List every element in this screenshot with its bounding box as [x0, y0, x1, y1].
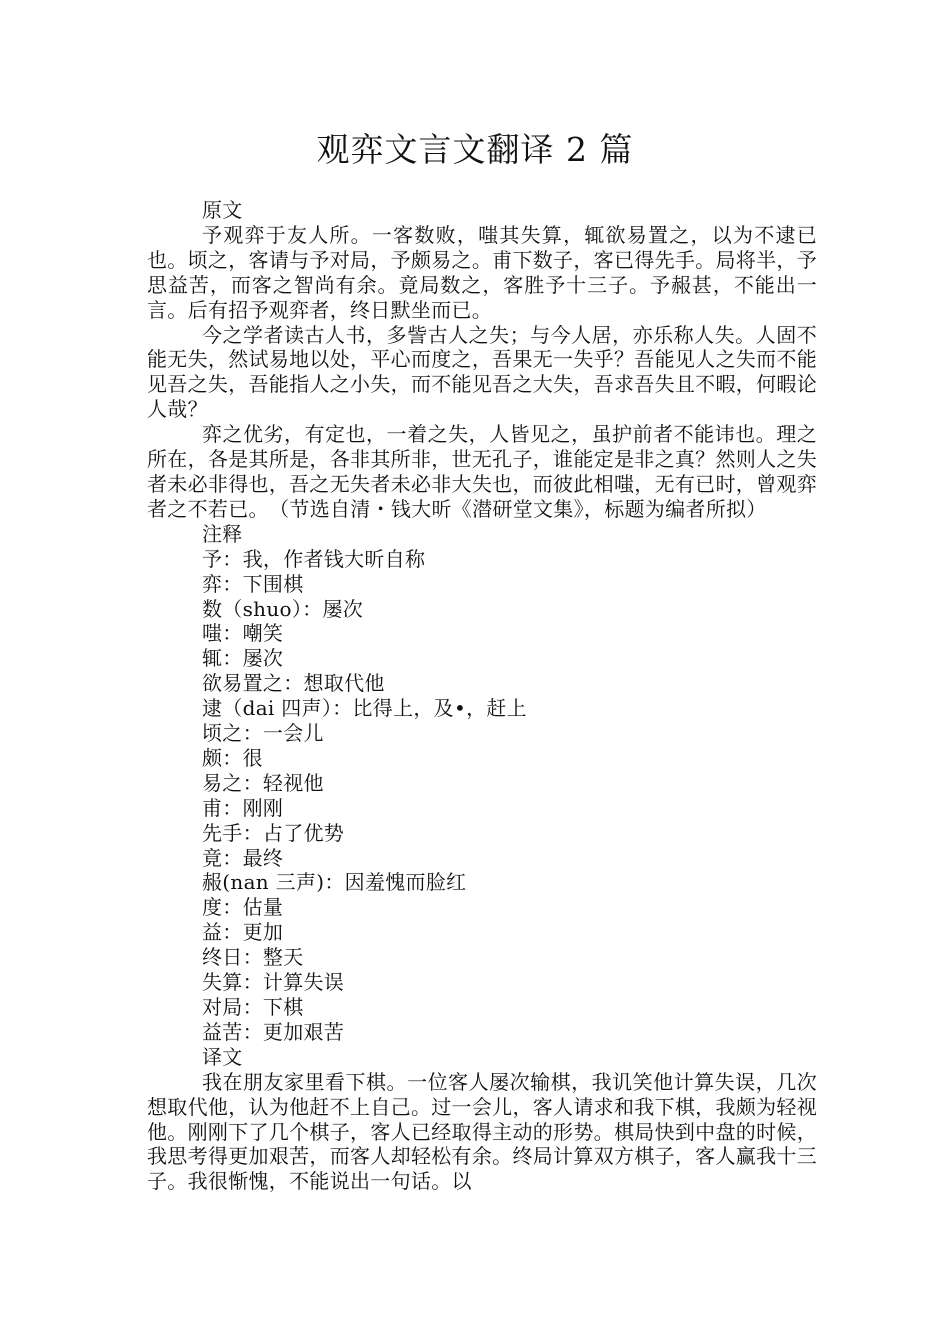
note-item: 顷之：一会儿 — [202, 721, 324, 746]
section-heading-original: 原文 — [202, 198, 243, 222]
original-paragraph: 今之学者读古人书，多訾古人之失；与今人居，亦乐称人失。人固不能无失，然试易地以处，平心而度之，吾果无一失乎？吾能见人之失而不能见吾之失，吾能指人之小失，而不能见吾之大失，吾求吾失且不暇，何暇论人哉？ — [147, 322, 817, 422]
note-item: 易之：轻视他 — [202, 770, 324, 795]
note-item: 欲易置之：想取代他 — [202, 671, 385, 696]
document-body — [147, 198, 817, 1194]
note-item: 终日：整天 — [202, 945, 304, 970]
original-paragraph: 弈之优劣，有定也，一着之失，人皆见之，虽护前者不能讳也。理之所在，各是其所是，各非其所非，世无孔子，谁能定是非之真？然则人之失者未必非得也，吾之无失者未必非大失也，而彼此相嗤，无有已时，曾观弈者之不若已。 （节选自清・钱大昕《潜研堂文集》，标题为编者所拟） — [147, 422, 817, 521]
section-heading-notes: 注释 — [202, 521, 243, 546]
note-item: 先手：占了优势 — [202, 820, 345, 845]
translation-paragraph: 我在朋友家里看下棋。一位客人屡次输棋，我讥笑他计算失误，几次想取代他，认为他赶不上自己。过一会儿，客人请求和我下棋，我颇为轻视他。刚刚下了几个棋子，客人已经取得主动的形势。棋局快到中盘的时候，我思考得更加艰苦，而客人却轻松有余。终局计算双方棋子，客人赢我十三子。我很惭愧，不能说出一句话。以 — [147, 1069, 817, 1194]
note-item: 失算：计算失误 — [202, 970, 345, 995]
note-item: 数（shuo）：屡次 — [202, 596, 364, 621]
note-item: 弈：下围棋 — [202, 571, 304, 596]
note-item: 益苦：更加艰苦 — [202, 1019, 345, 1044]
note-item: 对局：下棋 — [202, 995, 304, 1019]
note-item: 益：更加 — [202, 920, 284, 945]
section-heading-translation: 译文 — [202, 1044, 243, 1069]
document-title: 观弈文言文翻译 2 篇 — [316, 130, 634, 169]
note-item: 辄：屡次 — [202, 646, 284, 671]
note-item: 予：我，作者钱大昕自称 — [202, 546, 426, 571]
note-item: 嗤：嘲笑 — [202, 621, 284, 646]
note-item: 赧(nan 三声)：因羞愧而脸红 — [202, 870, 467, 895]
note-item: 逮（dai 四声）：比得上，及•，赶上 — [202, 696, 527, 721]
note-item: 度：估量 — [202, 895, 284, 920]
note-item: 甫：刚刚 — [202, 795, 284, 820]
original-paragraph: 予观弈于友人所。一客数败，嗤其失算，辄欲易置之，以为不逮已也。顷之，客请与予对局，予颇易之。甫下数子，客已得先手。局将半，予思益苦，而客之智尚有余。竟局数之，客胜予十三子。予赧甚，不能出一言。后有招予观弈者，终日默坐而已。 — [147, 222, 817, 322]
note-item: 竟：最终 — [202, 845, 284, 870]
note-item: 颇：很 — [202, 745, 263, 770]
